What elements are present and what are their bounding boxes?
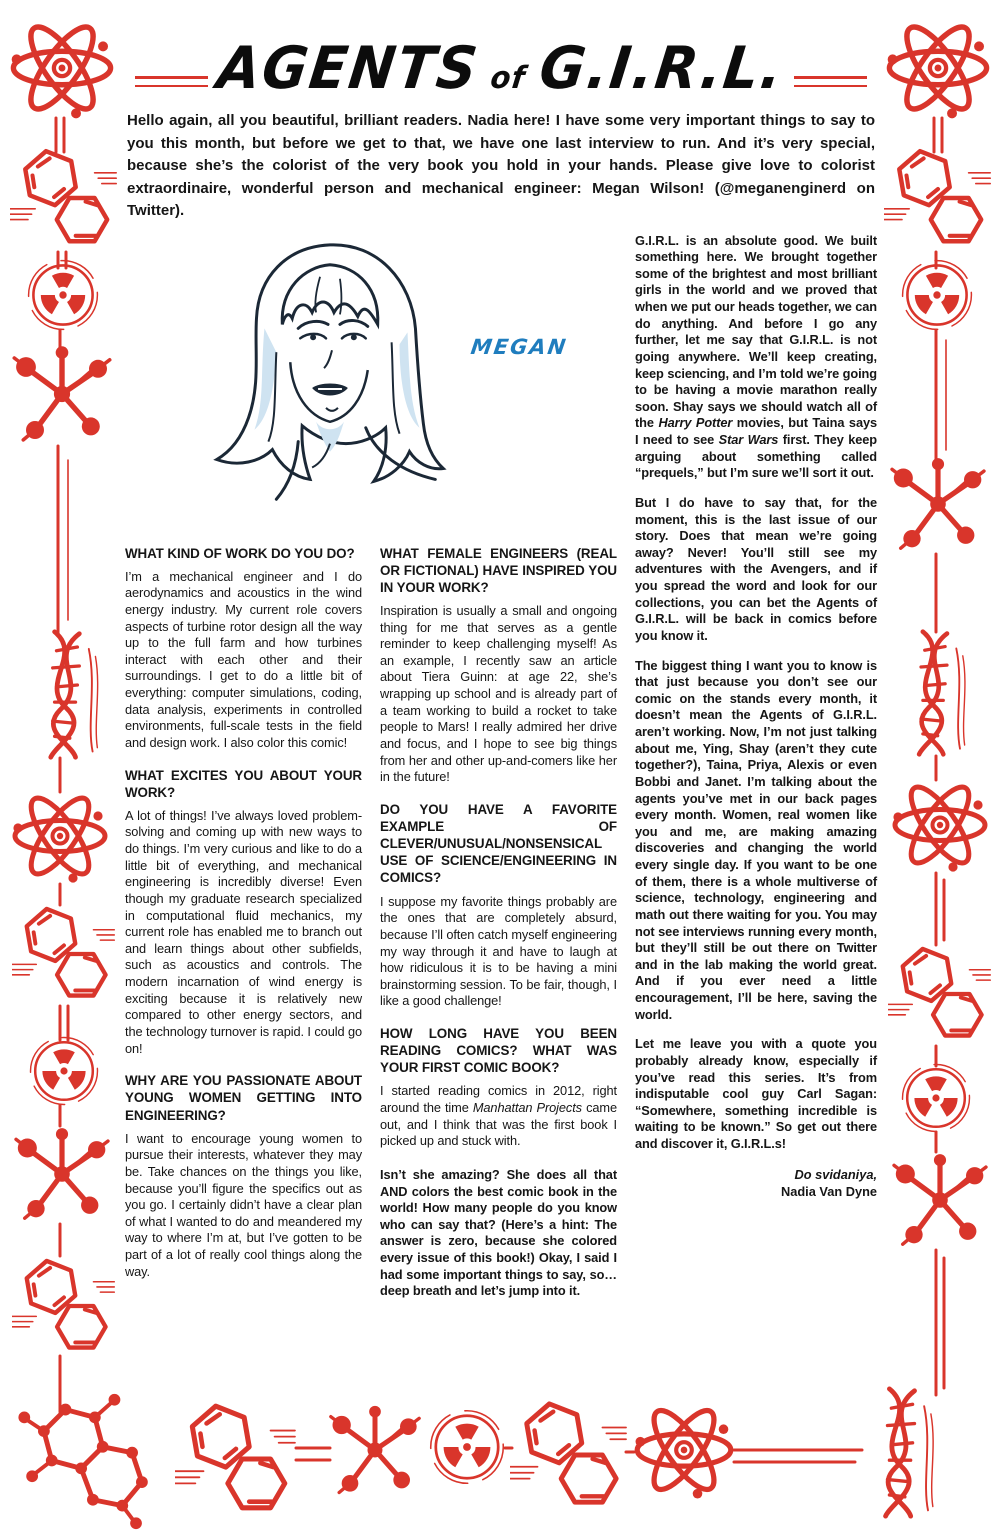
benzene-ring-icon	[12, 909, 114, 996]
letter-paragraph: Let me leave you with a quote you probably already know, especially if you’ve read this series. It’s from indisputable cool guy Carl Sagan: “Somewhere, something incredible is waiting to be known.” So get out there and discover it, G.I.R.L.s!	[635, 1036, 877, 1151]
border-right-chain	[884, 19, 990, 1517]
answer-paragraph: A lot of things! I’ve always loved problem-solving and coming up with new ways to do things. I’m very curious and like to do a little bit of everything, and mechanical engineering is incredibly diverse! Even though my graduate research specialized in computational fluid mechanics, my current role has enabled me to branch out and learn things about other subfields, such as acoustics and controls. The modern incarnation of wind energy is exciting because it is relatively new compared to other energy sectors, and the technology turnover is rapid. I could go on!	[125, 807, 362, 1056]
qa-block	[380, 801, 617, 1010]
border-left-chain	[10, 19, 116, 1412]
border-bottom-chain	[18, 1394, 862, 1529]
title-rule-left	[135, 76, 208, 87]
molecule-icon	[18, 1394, 147, 1529]
question-heading: WHY ARE YOU PASSIONATE ABOUT YOUNG WOMEN GETTING INTO ENGINEERING?	[125, 1073, 362, 1123]
letter-column	[635, 233, 877, 1201]
molecule-icon	[14, 346, 109, 440]
radiation-icon	[29, 261, 98, 330]
qa-block	[125, 545, 362, 752]
title-row	[125, 36, 877, 100]
portrait-block	[125, 233, 617, 545]
answer-paragraph: I suppose my favorite things probably are the ones that are completely absurd, because I’ll often catch myself engineering my way through it and have to laugh at how ridiculous it is to be having a mini brainstorming session. To be fair, though, I like a good challenge!	[380, 893, 617, 1009]
benzene-ring-icon	[12, 1261, 114, 1348]
title-word-of: of	[488, 59, 528, 96]
title-word-girl: G.I.R.L.	[536, 34, 789, 102]
dna-helix-icon	[919, 632, 965, 755]
atom-icon	[12, 19, 111, 119]
benzene-ring-icon	[10, 151, 116, 241]
answer-paragraph: I want to encourage young women to pursue their interests, whatever they may be. Take chances on the things you like, because you’ll figure the specifics out as you go. I certainly didn’t have a clear plan of what I wanted to do and meandered my way to where I’m at, but I’ve gotten to be part of a lot of really cool things along the way.	[125, 1130, 362, 1279]
answer-paragraph: Inspiration is usually a small and ongoing thing for me that serves as a gentle reminder to keep challenging myself! As an example, I recently saw an article about Tiera Guinn: at age 22, she’s wrapping up school and is already part of a team working to build a rocket to take people to Mars! I really admired her drive and focus, and I hope to see big things from her and other up-and-comers like her in the future!	[380, 602, 617, 785]
molecule-icon	[16, 1128, 108, 1218]
atom-icon	[888, 19, 987, 119]
main-columns	[125, 233, 877, 1300]
interview-column-2	[380, 545, 617, 1300]
benzene-ring-icon	[888, 949, 990, 1036]
radiation-icon	[31, 1038, 98, 1105]
left-section	[125, 233, 617, 1300]
letter-paragraph: The biggest thing I want you to know is that just because you don’t see our comic on the stands every month, it doesn’t mean the Agents of G.I.R.L. aren’t working. Now, I’m not just talking about me, Ying, Shay (aren’t they cute together?), Taina, Priya, Alexis or even Bobbi and Janet. I’m talking about the agents you’ve met in our back pages every month. Women, real women like you and me, are making amazing discoveries and changing the world every single day. If you want to be one of them, there is a whole multiverse of science, technology, engineering and math out there waiting for you. You may not see interviews running every month, but they’ll still be out there on Twitter and in the lab making the world great. And if you ever need a little encouragement, I’ll be here, saving the world.	[635, 657, 877, 1022]
letter-paragraph: But I do have to say that, for the moment, this is the last issue of our story. Does that mean we’re going away? Never! You’ll still see my adventures with the Avengers, and if you spread the word and look for our collections, you can bet the Agents of G.I.R.L. will be back in comics before you know it.	[635, 494, 877, 643]
question-heading: WHAT KIND OF WORK DO YOU DO?	[125, 545, 355, 561]
answer-paragraph: I’m a mechanical engineer and I do aerodynamics and acoustics in the wind energy industry. My current role covers aspects of turbine rotor design all the way up to the full farm and how turbines interact with each other and their surroundings. I get to do a little bit of everything: computer simulations, coding, data analysis, experiments in controlled environments, full-scale tests in the field and design work. I also color this comic!	[125, 568, 362, 750]
molecule-icon	[331, 1406, 419, 1493]
benzene-ring-icon	[884, 151, 990, 241]
megan-label: MEGAN	[469, 334, 569, 359]
qa-block	[380, 545, 617, 786]
interview-column-1	[125, 545, 362, 1281]
title-rule-right	[794, 76, 867, 87]
qa-block	[125, 767, 362, 1058]
page-title	[214, 34, 788, 102]
answer-paragraph: I started reading comics in 2012, right around the time Manhattan Projects came out, and I think that was the first book I picked up and stuck with.	[380, 1083, 617, 1149]
qa-block	[125, 1072, 362, 1280]
dna-helix-icon	[51, 632, 98, 757]
atom-icon	[13, 790, 105, 882]
signoff	[635, 1166, 877, 1201]
question-heading: WHAT FEMALE ENGINEERS (REAL OR FICTIONAL) HAVE INSPIRED YOU IN YOUR WORK?	[380, 545, 617, 595]
question-heading: HOW LONG HAVE YOU BEEN READING COMICS? WHAT WAS YOUR FIRST COMIC BOOK?	[380, 1026, 617, 1076]
intro-paragraph: Hello again, all you beautiful, brilliant readers. Nadia here! I have some very important things to say to you this month, but before we get to that, we have one last interview to run. And it’s very special, because she’s the colorist of the very book you hold in your hands. Please give love to colorist extraordinaire, wonderful person and mechanical engineer: Megan Wilson! (@meganenginerd on Twitter).	[127, 112, 875, 219]
question-heading: DO YOU HAVE A FAVORITE EXAMPLE OF CLEVER/UNUSUAL/NONSENSICAL USE OF SCIENCE/ENGINEERING IN COMICS?	[380, 801, 617, 886]
atom-icon	[893, 779, 985, 871]
interview-columns	[125, 545, 617, 1300]
page-content	[125, 28, 877, 1300]
dna-helix-icon	[886, 1389, 934, 1516]
signoff-name: Nadia Van Dyne	[780, 1183, 877, 1199]
molecule-icon	[894, 1154, 986, 1244]
benzene-ring-icon	[175, 1406, 295, 1508]
atom-icon	[636, 1402, 731, 1498]
letter-paragraph: G.I.R.L. is an absolute good. We built something here. We brought together some of the brightest and most brilliant girls in the world and we proved that when we put our heads together, we can do anything. And before I go any further, let me say that G.I.R.L. is not going anywhere. We’ll keep creating, keep sciencing, and I’m told we’re going to be having a movie marathon really soon. Shay says we should watch all of the Harry Potter movies, but Taina says I need to see Star Wars first. They keep arguing about something called “prequels,” but I’m sure we’ll sort it out.	[635, 232, 877, 481]
qa-block	[380, 1025, 617, 1150]
radiation-icon	[903, 1065, 970, 1132]
benzene-ring-icon	[510, 1404, 626, 1502]
megan-portrait	[180, 233, 480, 541]
title-word-agents: AGENTS	[213, 34, 483, 102]
radiation-icon	[903, 261, 972, 330]
outro-paragraph: Isn’t she amazing? She does all that AND colors the best comic book in the world! How many people do you know who can say that? (Here’s a hint: The answer is zero, because she colored every issue of this book!) Okay, I said I had some important things to say, so…deep breath and let’s jump into it.	[380, 1166, 617, 1299]
signoff-farewell: Do svidaniya,	[794, 1166, 877, 1182]
molecule-icon	[892, 458, 984, 548]
question-heading: WHAT EXCITES YOU ABOUT YOUR WORK?	[125, 767, 362, 800]
radiation-icon	[431, 1411, 504, 1484]
